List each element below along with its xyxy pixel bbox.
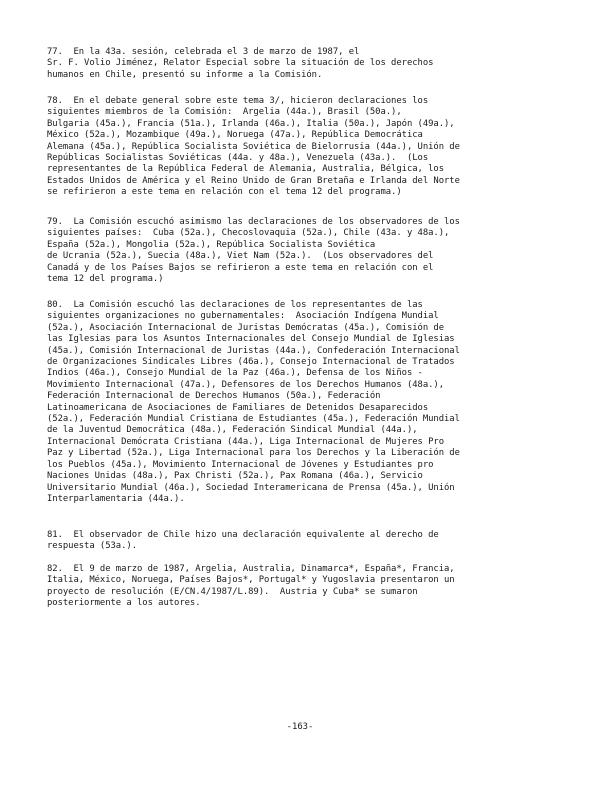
paragraph-77: 77. En la 43a. sesión, celebrada el 3 de marzo de 1987, el Sr. F. Volio Jiménez, Relator Especial sobre la situación de los derechos humanos en Chile, presentó su informe a la Comisión. — [47, 47, 434, 80]
paragraph-78: 78. En el debate general sobre este tema 3/, hicieron declaraciones los siguientes miembros de la Comisión: Argelia (44a.), Brasil (50a.), Bulgaria (45a.), Francia (51a.), Irlanda (46a.), Italia (50a.), Japón (49a.), México (52a.), Mozambique (49a.), Noruega (47a.), República Democrática Alemana (45a.), República Socialista Soviética de Bielorrusia (44a.), Unión de Repúblicas Socialistas Soviéticas (44a. y 48a.), Venezuela (43a.). (Los representantes de la República Federal de Alemania, Australia, Bélgica, los Estados Unidos de América y el Reino Unido de Gran Bretaña e Irlanda del Norte se refirieron a este tema en relación con el tema 12 del programa.) — [47, 96, 460, 198]
paragraph-81: 81. El observador de Chile hizo una declaración equivalente al derecho de respuesta (53a.). — [47, 530, 439, 552]
paragraph-80: 80. La Comisión escuchó las declaraciones de los representantes de las siguientes organizaciones no gubernamentales: Asociación Indígena Mundial (52a.), Asociación Internacional de Juristas Demócratas (45a.), Comisión de las Iglesias para los Asuntos Internacionales del Consejo Mundial de Iglesias (45a.), Comisión Internacional de Juristas (44a.), Confederación Internacional de Organizaciones Sindicales Libres (46a.), Consejo Internacional de Tratados Indios (46a.), Consejo Mundial de la Paz (46a.), Defensa de los Niños - Movimiento Internacional (47a.), Defensores de los Derechos Humanos (48a.), Federación Internacional de Derechos Humanos (50a.), Federación Latinoamericana de Asociaciones de Familiares de Detenidos Desaparecidos (52a.), Federación Mundial Cristiana de Estudiantes (45a.), Federación Mundial de la Juventud Democrática (48a.), Federación Sindical Mundial (44a.), Internacional Demócrata Cristiana (44a.), Liga Internacional de Mujeres Pro Paz y Libertad (52a.), Liga Internacional para los Derechos y la Liberación de los Pueblos (45a.), Movimiento Internacional de Jóvenes y Estudiantes pro Naciones Unidas (48a.), Pax Christi (52a.), Pax Romana (46a.), Servicio Universitario Mundial (46a.), Sociedad Interamericana de Prensa (45a.), Unión Interparlamentaria (44a.). — [47, 300, 460, 504]
paragraph-82: 82. El 9 de marzo de 1987, Argelia, Australia, Dinamarca*, España*, Francia, Italia, México, Noruega, Países Bajos*, Portugal* y Yugoslavia presentaron un proyecto de resolución (E/CN.4/1987/L.89). Austria y Cuba* se sumaron posteriormente a los autores. — [47, 564, 455, 609]
paragraph-79: 79. La Comisión escuchó asimismo las declaraciones de los observadores de los siguientes países: Cuba (52a.), Checoslovaquia (52a.), Chile (43a. y 48a.), España (52a.), Mongolia (52a.), República Socialista Soviética de Ucrania (52a.), Suecia (48a.), Viet Nam (52a.). (Los observadores del Canadá y de los Países Bajos se refirieron a este tema en relación con el tema 12 del programa.) — [47, 217, 460, 285]
page-number: -163- — [286, 722, 314, 732]
